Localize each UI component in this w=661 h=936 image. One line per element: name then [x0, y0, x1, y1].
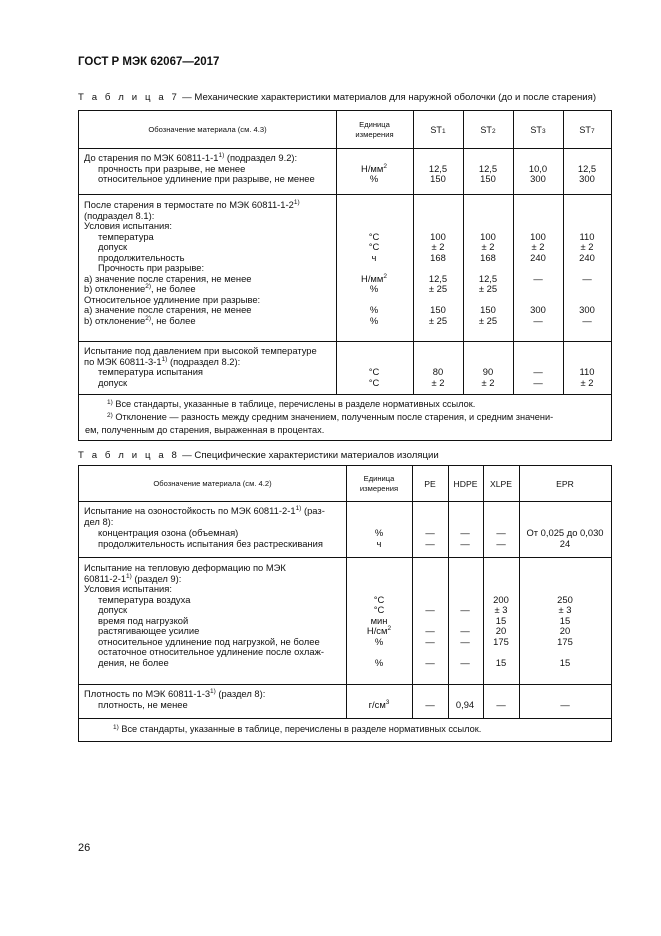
- row-label: Испытание на тепловую деформацию по МЭК: [84, 562, 286, 573]
- value-cell: —: [496, 527, 506, 538]
- value-cell: —: [582, 272, 592, 284]
- col-xlpe: XLPE: [490, 478, 512, 489]
- value-cell: 15: [559, 614, 571, 626]
- value-cell: 150: [430, 304, 446, 315]
- table7-header: [79, 111, 611, 149]
- value-cell: 90: [482, 366, 494, 377]
- col-st2: ST $_2$: [480, 124, 496, 135]
- row-label: Испытание под давлением при высокой температуре: [84, 345, 317, 356]
- table7-footnotes: [79, 395, 611, 440]
- table8-title: — Специфические характеристики материалов изоляции: [179, 450, 439, 461]
- unit-cell: °C: [368, 230, 380, 242]
- row-label: относительное удлинение при разрыве, не менее: [98, 173, 315, 184]
- col-st3: ST $_3$: [530, 124, 546, 135]
- row-label: a) значение после старения, не менее: [84, 272, 252, 284]
- unit-cell: %: [374, 527, 384, 538]
- value-cell: 0,94: [455, 699, 475, 710]
- value-cell: —: [460, 625, 470, 636]
- row-label: Условия испытания:: [84, 220, 172, 231]
- table7-label: Т а б л и ц а 7: [78, 92, 180, 103]
- row-label: продолжительность: [98, 251, 185, 263]
- row-label: (подраздел 8.1):: [84, 209, 155, 221]
- value-cell: ± 2: [431, 376, 445, 388]
- value-cell: 80: [432, 366, 444, 377]
- unit-cell: $Н/мм^2$: [361, 272, 387, 284]
- row-label: концентрация озона (объемная): [98, 527, 239, 538]
- value-cell: —: [496, 699, 506, 710]
- value-cell: 12,5: [478, 272, 498, 284]
- row-label: b) отклонение$^{2)}$, не более: [84, 283, 196, 294]
- row-label: допуск: [98, 604, 128, 615]
- footnote-1: $^{1)}$ Все стандарты, указанные в таблице, перечислены в разделе нормативных ссылок.: [107, 399, 476, 409]
- value-cell: —: [460, 604, 470, 615]
- value-cell: —: [496, 538, 506, 549]
- value-cell: 175: [493, 635, 509, 647]
- value-cell: ± 25: [478, 283, 498, 294]
- table8-label: Т а б л и ц а 8: [78, 450, 180, 461]
- value-cell: 100: [530, 230, 546, 242]
- col-hdpe: HDPE: [453, 478, 478, 489]
- value-cell: 15: [495, 656, 507, 668]
- table8-caption: [78, 450, 439, 461]
- value-cell: ± 3: [558, 604, 572, 615]
- footnote-2: $^{2)}$ Отклонение — разность между средним значением, полученным после старения, и средним значени-: [107, 412, 554, 422]
- unit-cell: %: [374, 635, 384, 647]
- table8-unit-header: [346, 466, 412, 501]
- table8-material-header: Обозначение материала (см. 4.2): [153, 478, 272, 488]
- row-label: Плотность по МЭК 60811-1-3$^{1)}$ (раздел 8):: [84, 688, 266, 699]
- value-cell: —: [560, 699, 570, 710]
- col-epr: EPR: [556, 478, 574, 489]
- table7-before-aging: [79, 149, 611, 195]
- row-label: остаточное относительное удлинение после охлаж-: [98, 646, 324, 657]
- value-cell: 175: [557, 635, 573, 647]
- value-cell: —: [460, 656, 470, 668]
- unit-cell: °C: [373, 604, 385, 615]
- value-cell: ± 25: [428, 283, 448, 294]
- col-pe: PE: [424, 478, 436, 489]
- table8-heat-deformation: [79, 558, 611, 685]
- value-cell: —: [460, 635, 470, 647]
- table7-pressure-test: [79, 342, 611, 395]
- value-cell: —: [425, 604, 435, 615]
- row-label: прочность при разрыве, не менее: [98, 162, 246, 174]
- unit-cell: ч: [371, 251, 377, 263]
- unit-cell: °C: [368, 376, 380, 388]
- value-cell: 300: [579, 173, 595, 184]
- value-cell: 168: [480, 251, 496, 263]
- value-cell: ± 2: [580, 241, 594, 252]
- value-cell: 12,5: [428, 162, 448, 174]
- unit-header-line1: Единица: [359, 119, 390, 129]
- row-label: допуск: [98, 241, 128, 252]
- value-cell: 20: [559, 625, 571, 636]
- value-cell: 15: [559, 656, 571, 668]
- unit-cell: $Н/мм^2$: [361, 162, 387, 174]
- row-label: температура воздуха: [98, 593, 191, 605]
- unit-cell: %: [369, 283, 379, 294]
- value-cell: —: [460, 538, 470, 549]
- unit-cell: %: [369, 304, 379, 315]
- value-cell: —: [425, 527, 435, 538]
- value-cell: 110: [579, 366, 595, 377]
- row-label: Прочность при разрыве:: [98, 262, 205, 273]
- value-cell: 150: [480, 304, 496, 315]
- table8-header: [79, 466, 611, 502]
- table7-after-aging: [79, 195, 611, 342]
- unit-header-line1: Единица: [363, 473, 395, 483]
- value-cell: —: [425, 699, 435, 710]
- value-cell: 12,5: [428, 272, 448, 284]
- value-cell: 100: [480, 230, 496, 242]
- unit-header-line2: измерения: [355, 129, 394, 139]
- value-cell: —: [582, 314, 592, 326]
- value-cell: ± 25: [428, 314, 448, 326]
- value-cell: ± 2: [431, 241, 445, 252]
- page-number: 26: [78, 842, 91, 854]
- value-cell: 20: [495, 625, 507, 636]
- value-cell: 240: [530, 251, 546, 263]
- row-label: относительное удлинение под нагрузкой, не более: [98, 635, 320, 647]
- row-label: время под нагрузкой: [98, 614, 189, 626]
- value-cell: 10,0: [528, 162, 548, 174]
- row-label: плотность, не менее: [98, 699, 188, 710]
- unit-cell: ч: [376, 538, 382, 549]
- row-label: 60811-2-1$^{1)}$ (раздел 9):: [84, 572, 182, 584]
- value-cell: 168: [430, 251, 446, 263]
- value-cell: —: [533, 376, 543, 388]
- value-cell: ± 2: [481, 376, 495, 388]
- value-cell: 12,5: [577, 162, 597, 174]
- unit-cell: %: [369, 314, 379, 326]
- row-label: Условия испытания:: [84, 583, 172, 594]
- row-label: Относительное удлинение при разрыве:: [84, 293, 261, 305]
- value-cell: 240: [579, 251, 595, 263]
- value-cell: ± 3: [494, 604, 508, 615]
- row-label: по МЭК 60811-3-1$^{1)}$ (подраздел 8.2):: [84, 355, 241, 367]
- value-cell: —: [425, 635, 435, 647]
- table7: [78, 110, 612, 441]
- value-cell: —: [425, 625, 435, 636]
- value-cell: 200: [493, 593, 509, 605]
- value-cell: 300: [579, 304, 595, 315]
- footnote-2-cont: ем, полученным до старения, выраженная в процентах.: [85, 425, 325, 435]
- row-label: дения, не более: [98, 656, 169, 668]
- table7-title: — Механические характеристики материалов для наружной оболочки (до и после старения): [179, 92, 597, 103]
- row-label: продолжительность испытания без растрескивания: [98, 538, 323, 549]
- value-cell: —: [460, 527, 470, 538]
- value-cell: 15: [495, 614, 507, 626]
- unit-cell: мин: [370, 614, 388, 626]
- row-label: Испытание на озоностойкость по МЭК 60811-2-1$^{1)}$ (раз-: [84, 505, 325, 516]
- value-cell: 250: [557, 593, 573, 605]
- table7-unit-header: [336, 111, 413, 148]
- value-cell: 100: [430, 230, 446, 242]
- value-cell: 110: [579, 230, 595, 242]
- row-label: дел 8):: [84, 516, 114, 527]
- unit-cell: °C: [373, 593, 385, 605]
- value-cell: ± 25: [478, 314, 498, 326]
- row-label: температура испытания: [98, 366, 204, 377]
- col-st7: ST $_7$: [579, 124, 595, 135]
- unit-cell: %: [374, 656, 384, 668]
- unit-cell: °C: [368, 241, 380, 252]
- value-cell: От 0,025 до 0,030: [526, 527, 604, 538]
- value-cell: 150: [480, 173, 496, 184]
- value-cell: —: [533, 366, 543, 377]
- value-cell: 300: [530, 173, 546, 184]
- row-label: растягивающее усилие: [98, 625, 200, 636]
- standard-designation: ГОСТ Р МЭК 62067—2017: [78, 56, 220, 68]
- value-cell: —: [425, 656, 435, 668]
- table7-caption: [78, 92, 596, 103]
- value-cell: ± 2: [531, 241, 545, 252]
- row-label: допуск: [98, 376, 128, 388]
- value-cell: 24: [559, 538, 571, 549]
- table8-density: [79, 685, 611, 719]
- table8-ozone-test: [79, 502, 611, 558]
- value-cell: —: [425, 538, 435, 549]
- value-cell: 300: [530, 304, 546, 315]
- row-label: До старения по МЭК 60811-1-1$^{1)}$ (подраздел 9.2):: [84, 152, 298, 163]
- col-st1: ST $_1$: [430, 124, 446, 135]
- value-cell: ± 2: [481, 241, 495, 252]
- unit-cell: $Н/см^2$: [366, 625, 392, 636]
- unit-cell: $г/см^3$: [368, 699, 390, 710]
- table8-footnotes: [79, 719, 611, 741]
- row-label: После старения в термостате по МЭК 60811-1-2$^{1)}$: [84, 199, 300, 210]
- unit-cell: °C: [368, 366, 380, 377]
- row-label: температура: [98, 230, 154, 242]
- unit-header-line2: измерения: [359, 483, 399, 493]
- value-cell: —: [533, 272, 543, 284]
- unit-cell: %: [369, 173, 379, 184]
- value-cell: ± 2: [580, 376, 594, 388]
- table7-material-header: Обозначение материала (см. 4.3): [148, 124, 267, 134]
- value-cell: 12,5: [478, 162, 498, 174]
- footnote-1: $^{1)}$ Все стандарты, указанные в таблице, перечислены в разделе нормативных ссылок.: [113, 724, 482, 734]
- table8: [78, 465, 612, 742]
- row-label: a) значение после старения, не менее: [84, 304, 252, 315]
- value-cell: —: [533, 314, 543, 326]
- value-cell: 150: [430, 173, 446, 184]
- row-label: b) отклонение$^{2)}$, не более: [84, 314, 196, 326]
